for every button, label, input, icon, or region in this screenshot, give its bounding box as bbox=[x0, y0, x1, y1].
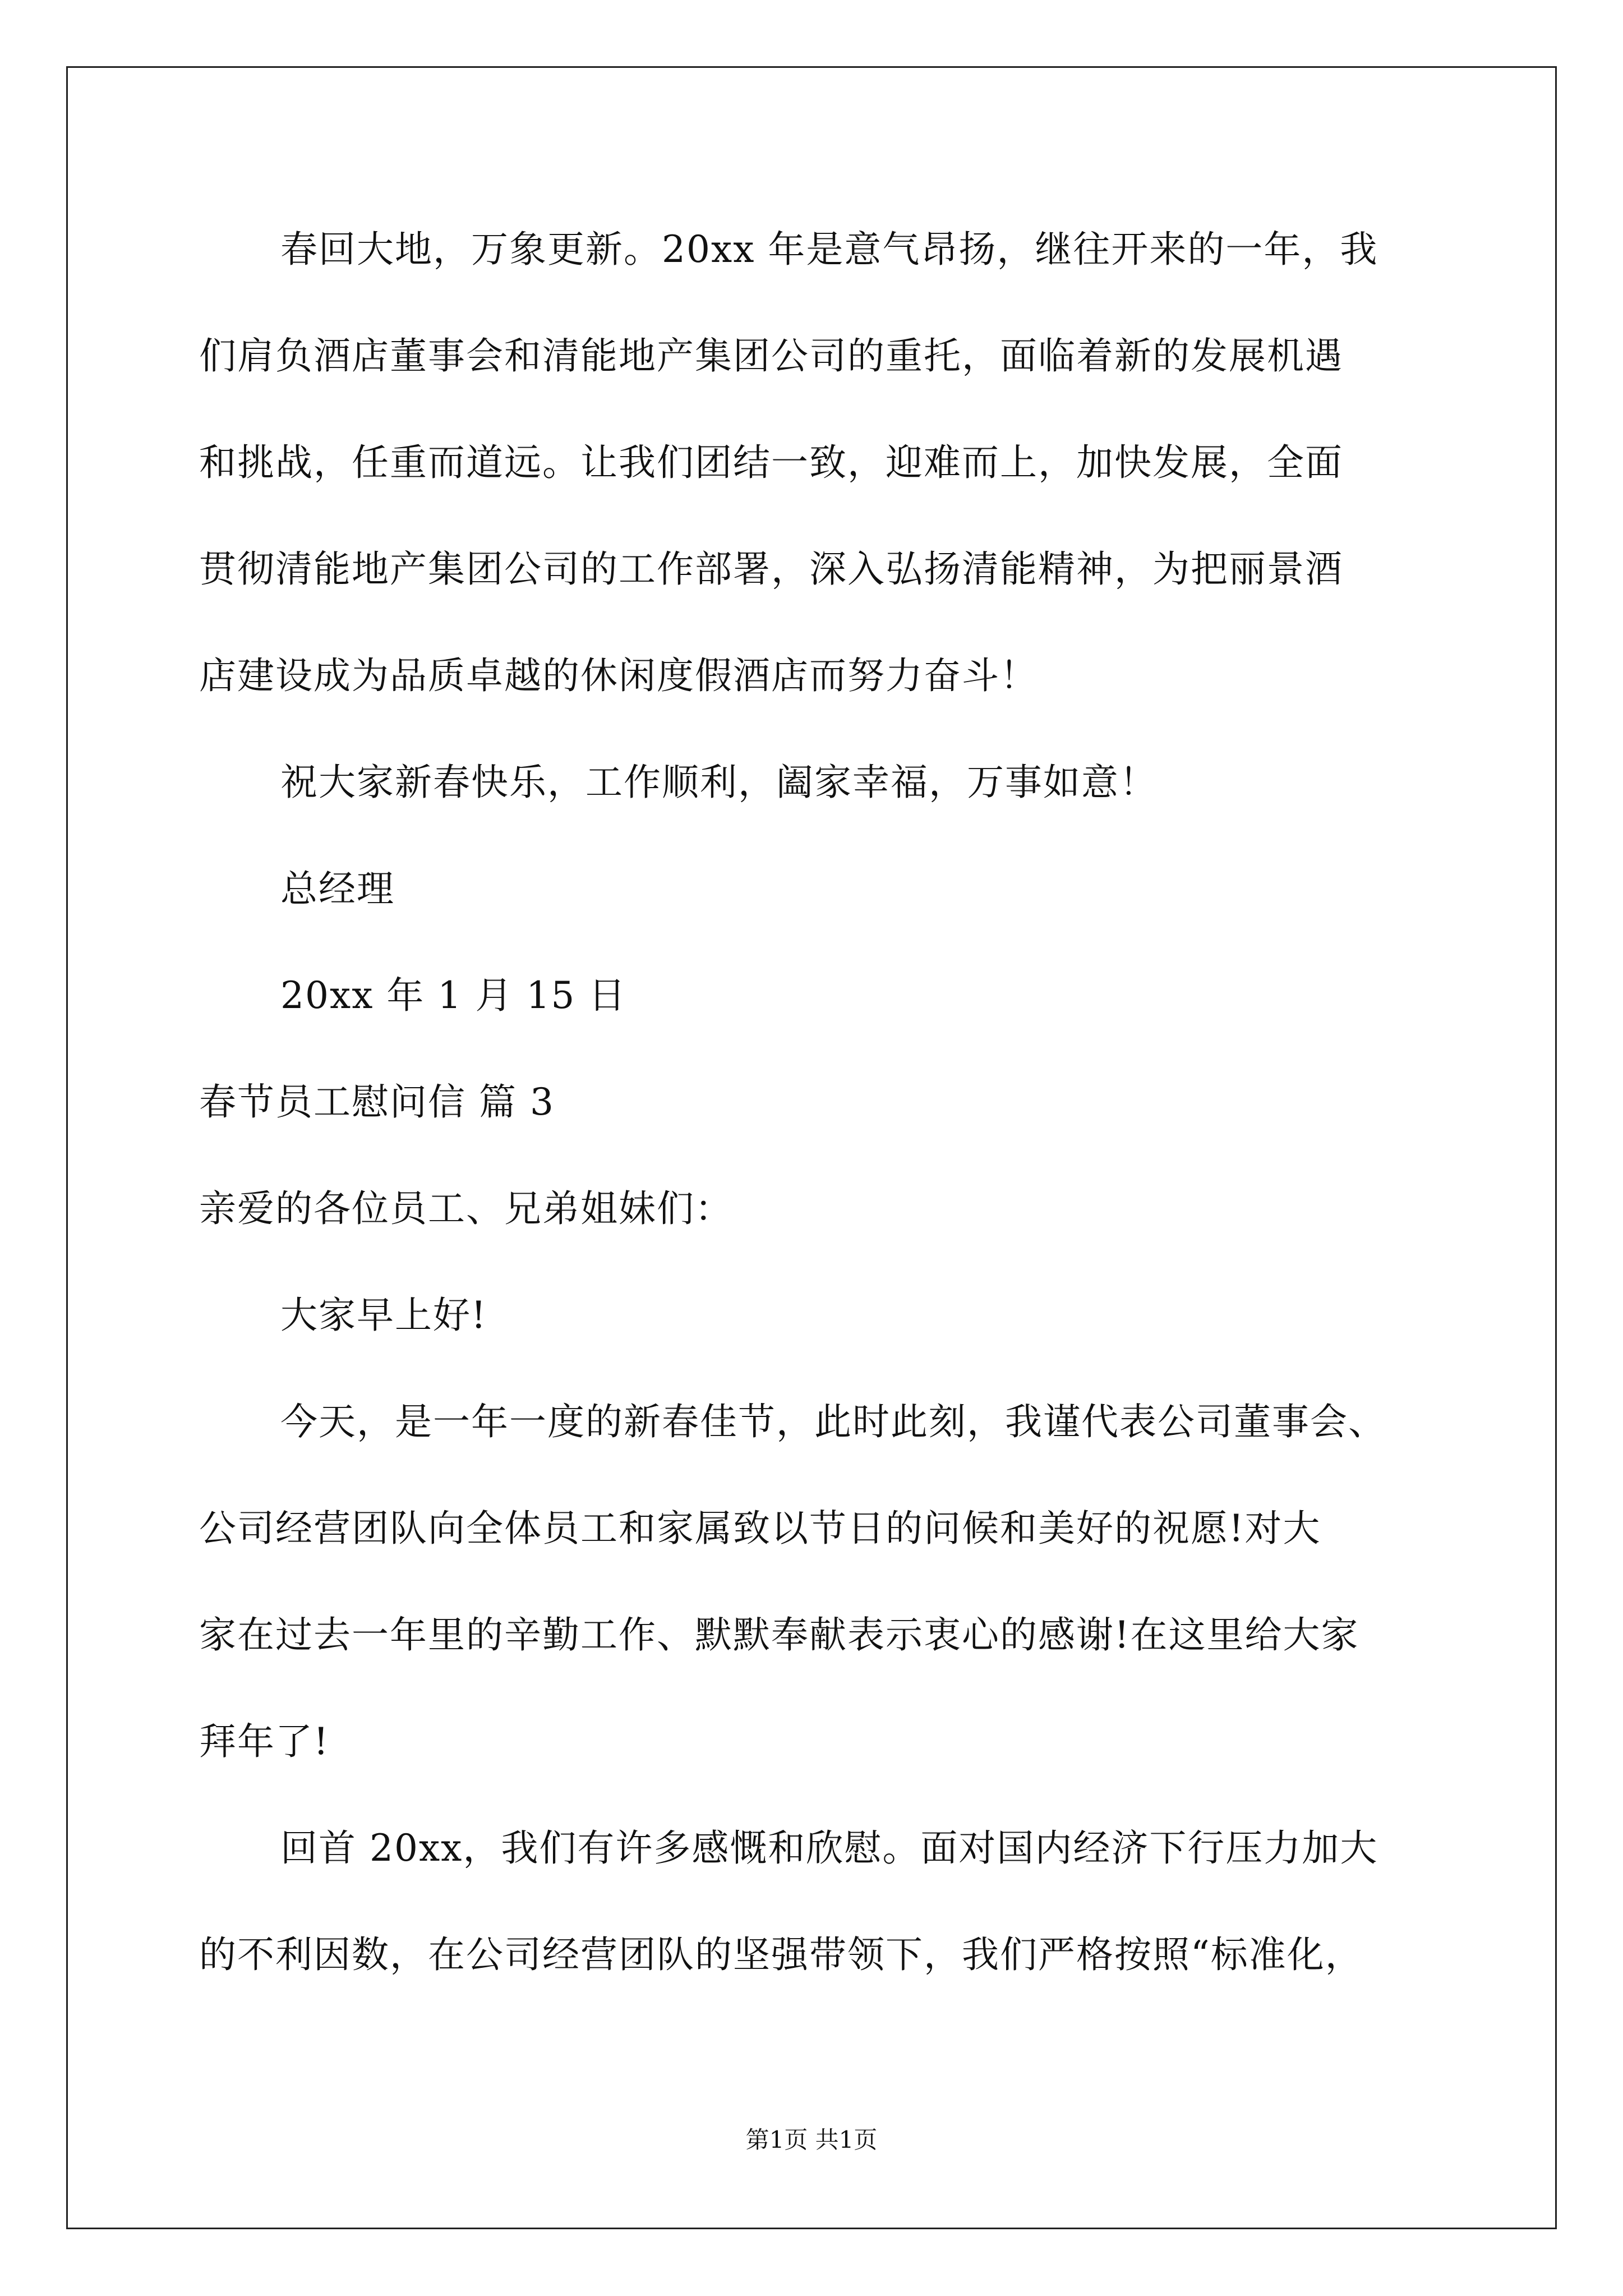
greeting-line: 祝大家新春快乐，工作顺利，阖家幸福，万事如意！ bbox=[280, 761, 1158, 804]
paragraph-line: 家在过去一年里的辛勤工作、默默奉献表示衷心的感谢!在这里给大家 bbox=[199, 1613, 1359, 1657]
signature-date: 20xx 年 1 月 15 日 bbox=[280, 974, 627, 1017]
paragraph-line: 春回大地，万象更新。20xx 年是意气昂扬，继往开来的一年，我 bbox=[280, 228, 1378, 271]
page-footer: 第1页 共1页 bbox=[745, 2126, 878, 2154]
paragraph-line: 今天，是一年一度的新春佳节，此时此刻，我谨代表公司董事会、 bbox=[280, 1400, 1386, 1443]
paragraph-line: 拜年了! bbox=[199, 1720, 330, 1763]
paragraph-line: 回首 20xx，我们有许多感慨和欣慰。面对国内经济下行压力加大 bbox=[280, 1826, 1378, 1870]
paragraph-line: 和挑战，任重而道远。让我们团结一致，迎难而上，加快发展，全面 bbox=[199, 441, 1343, 484]
signature-title: 总经理 bbox=[280, 867, 395, 910]
paragraph-line: 公司经营团队向全体员工和家属致以节日的问候和美好的祝愿!对大 bbox=[199, 1507, 1321, 1550]
paragraph-line: 店建设成为品质卓越的休闲度假酒店而努力奋斗！ bbox=[199, 654, 1038, 697]
paragraph-line: 贯彻清能地产集团公司的工作部署，深入弘扬清能精神，为把丽景酒 bbox=[199, 547, 1343, 591]
paragraph-line: 们肩负酒店董事会和清能地产集团公司的重托，面临着新的发展机遇 bbox=[199, 334, 1343, 378]
paragraph-line: 的不利因数，在公司经营团队的坚强带领下，我们严格按照“标准化， bbox=[199, 1933, 1363, 1976]
paragraph-line: 大家早上好! bbox=[280, 1294, 487, 1337]
salutation: 亲爱的各位员工、兄弟姐妹们： bbox=[199, 1187, 733, 1230]
section-heading: 春节员工慰问信 篇 3 bbox=[199, 1080, 555, 1124]
page-border bbox=[66, 66, 1557, 2229]
